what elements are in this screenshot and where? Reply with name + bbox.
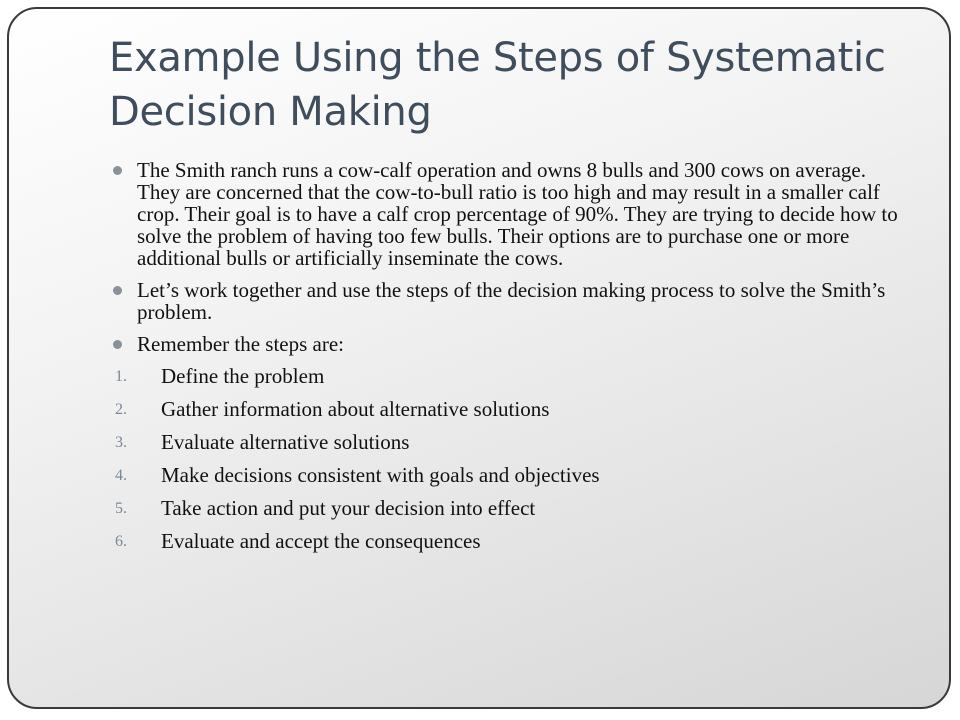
step-text: Evaluate and accept the consequences — [161, 529, 481, 553]
bullet-list — [109, 159, 909, 355]
bullet-text: Remember the steps are: — [137, 332, 345, 356]
step-item — [109, 365, 909, 387]
step-item — [109, 464, 909, 486]
step-text: Define the problem — [161, 364, 325, 388]
bullet-item-work-together — [109, 279, 909, 323]
step-number: 5. — [115, 500, 127, 517]
step-item — [109, 398, 909, 420]
step-text: Make decisions consistent with goals and objectives — [161, 463, 600, 487]
step-item — [109, 530, 909, 552]
step-text: Evaluate alternative solutions — [161, 430, 410, 454]
step-text: Gather information about alternative solutions — [161, 397, 550, 421]
slide-title: Example Using the Steps of Systematic Decision Making — [109, 35, 886, 135]
slide-body — [109, 159, 909, 563]
step-text: Take action and put your decision into effect — [161, 496, 536, 520]
bullet-text: Let’s work together and use the steps of the decision making process to solve the Smith’s problem. — [137, 278, 886, 324]
bullet-text: The Smith ranch runs a cow-calf operation and owns 8 bulls and 300 cows on average. They are concerned that the cow-to-bull ratio is too high and may result in a smaller calf crop. Their goal is to have a calf crop percentage of 90%. They are trying to decide how to solve the problem of having too few bulls. Their options are to purchase one or more additional bulls or artificially inseminate the cows. — [137, 158, 898, 270]
bullet-dot-icon — [113, 340, 122, 349]
step-number: 6. — [115, 533, 127, 550]
bullet-dot-icon — [113, 166, 122, 175]
bullet-item-scenario — [109, 159, 909, 269]
bullet-dot-icon — [113, 286, 122, 295]
step-item — [109, 497, 909, 519]
steps-list — [109, 365, 909, 552]
step-number: 1. — [115, 368, 127, 385]
slide-frame — [7, 7, 951, 709]
step-number: 3. — [115, 434, 127, 451]
step-number: 4. — [115, 467, 127, 484]
step-item — [109, 431, 909, 453]
bullet-item-remember-steps — [109, 333, 909, 355]
step-number: 2. — [115, 401, 127, 418]
